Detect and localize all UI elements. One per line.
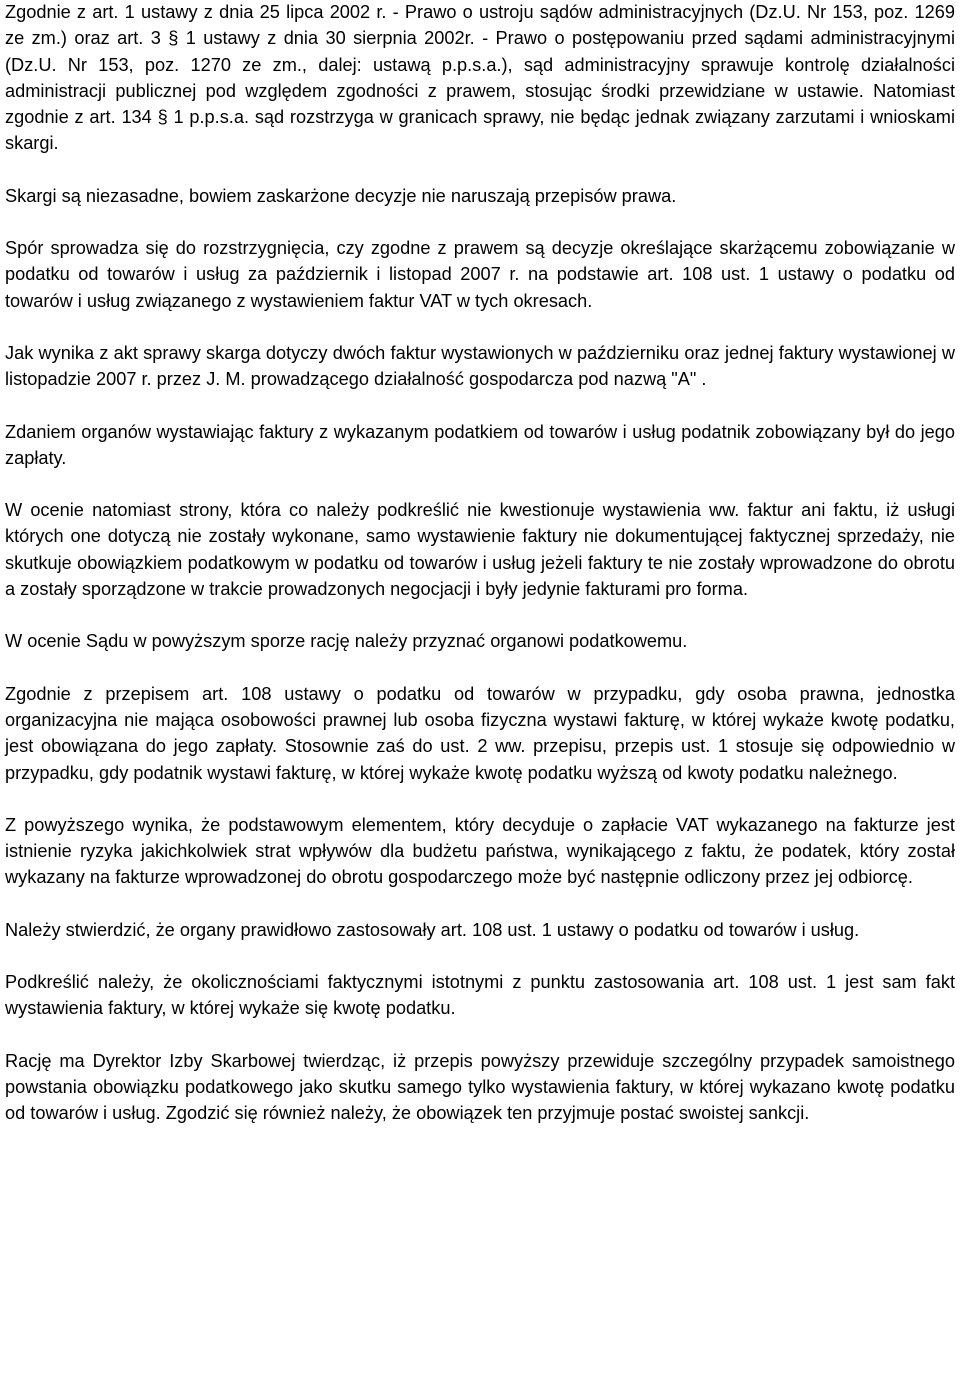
paragraph-8: Zgodnie z przepisem art. 108 ustawy o podatku od towarów w przypadku, gdy osoba prawna, jednostka organizacyjna nie mająca osobowości prawnej lub osoba fizyczna wystawi fakturę, w której wykaże kwotę podatku, jest obowiązana do jego zapłaty. Stosownie zaś do ust. 2 ww. przepisu, przepis ust. 1 stosuje się odpowiednio w przypadku, gdy podatnik wystawi fakturę, w której wykaże kwotę podatku wyższą od kwoty podatku należnego. (5, 683, 955, 783)
paragraph-11: Podkreślić należy, że okolicznościami faktycznymi istotnymi z punktu zastosowania art. 108 ust. 1 jest sam fakt wystawienia faktury, w której wykaże się kwotę podatku. (5, 972, 955, 1019)
document-page (5, 0, 955, 1153)
paragraph-2: Skargi są niezasadne, bowiem zaskarżone decyzje nie naruszają przepisów prawa. (5, 185, 677, 206)
paragraph-10: Należy stwierdzić, że organy prawidłowo zastosowały art. 108 ust. 1 ustawy o podatku od towarów i usług. (5, 919, 860, 940)
paragraph-6: W ocenie natomiast strony, która co należy podkreślić nie kwestionuje wystawienia ww. faktur ani faktu, iż usługi których one dotyczą nie zostały wykonane, samo wystawienie faktury nie dokumentującej faktycznej sprzedaży, nie skutkuje obowiązkiem podatkowym w podatku od towarów i usług jeżeli faktury te nie zostały wprowadzone do obrotu a zostały sporządzone w trakcie prowadzonych negocjacji i były jedynie fakturami pro forma. (5, 500, 955, 600)
paragraph-9: Z powyższego wynika, że podstawowym elementem, który decyduje o zapłacie VAT wykazanego na fakturze jest istnienie ryzyka jakichkolwiek strat wpływów dla budżetu państwa, wynikającego z faktu, że podatek, który został wykazany na fakturze wprowadzonej do obrotu gospodarczego może być następnie odliczony przez jej odbiorcę. (5, 814, 955, 888)
paragraph-5: Zdaniem organów wystawiając faktury z wykazanym podatkiem od towarów i usług podatnik zobowiązany był do jego zapłaty. (5, 421, 955, 468)
paragraph-1: Zgodnie z art. 1 ustawy z dnia 25 lipca 2002 r. - Prawo o ustroju sądów administracyjnych (Dz.U. Nr 153, poz. 1269 ze zm.) oraz art. 3 § 1 ustawy z dnia 30 sierpnia 2002r. - Prawo o postępowaniu przed sądami administracyjnymi (Dz.U. Nr 153, poz. 1270 ze zm., dalej: ustawą p.p.s.a.), sąd administracyjny sprawuje kontrolę działalności administracji publicznej pod względem zgodności z prawem, stosując środki przewidziane w ustawie. Natomiast zgodnie z art. 134 § 1 p.p.s.a. sąd rozstrzyga w granicach sprawy, nie będąc jednak związany zarzutami i wnioskami skargi. (5, 2, 955, 154)
paragraph-3: Spór sprowadza się do rozstrzygnięcia, czy zgodne z prawem są decyzje określające skarżącemu zobowiązanie w podatku od towarów i usług za październik i listopad 2007 r. na podstawie art. 108 ust. 1 ustawy o podatku od towarów i usług związanego z wystawieniem faktur VAT w tych okresach. (5, 238, 955, 311)
paragraph-7: W ocenie Sądu w powyższym sporze rację należy przyznać organowi podatkowemu. (5, 631, 688, 652)
paragraph-12: Rację ma Dyrektor Izby Skarbowej twierdząc, iż przepis powyższy przewiduje szczególny przypadek samoistnego powstania obowiązku podatkowego jako skutku samego tylko wystawienia faktury, w której wykazano kwotę podatku od towarów i usług. Zgodzić się również należy, że obowiązek ten przyjmuje postać swoistej sankcji. (5, 1050, 955, 1124)
paragraph-4: Jak wynika z akt sprawy skarga dotyczy dwóch faktur wystawionych w październiku oraz jednej faktury wystawionej w listopadzie 2007 r. przez J. M. prowadzącego działalność gospodarcza pod nazwą "A" . (5, 342, 955, 390)
